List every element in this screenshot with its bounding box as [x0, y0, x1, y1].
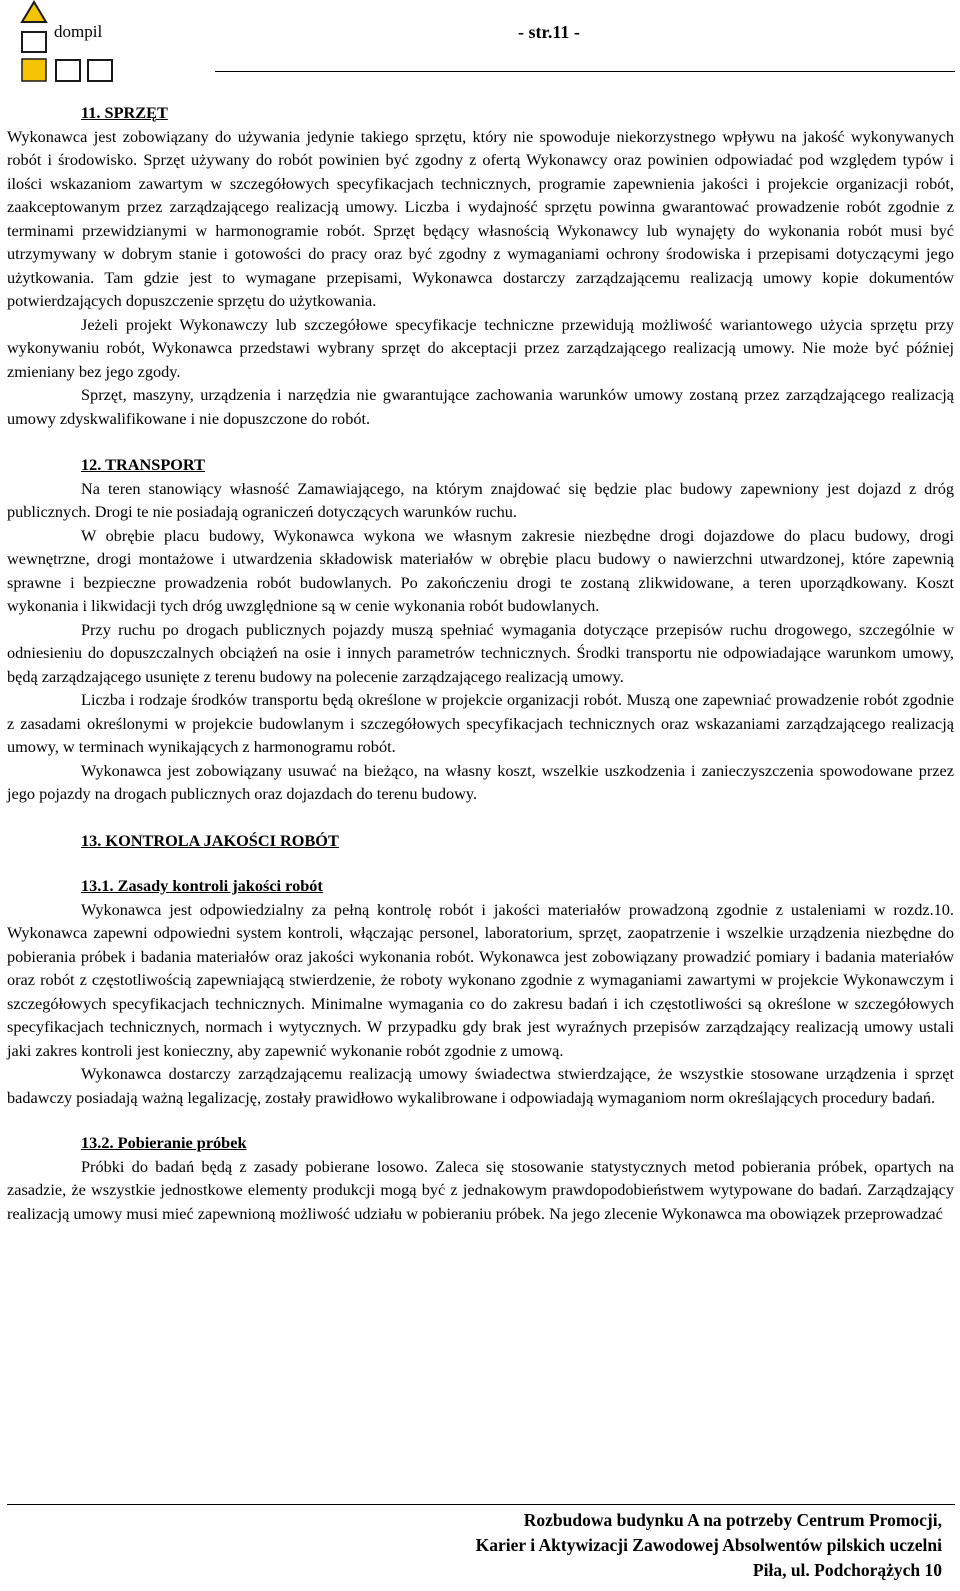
paragraph: Wykonawca jest zobowiązany usuwać na bieżąco, na własny koszt, wszelkie uszkodzenia i zanieczyszczenia spowodowane przez jego pojazdy na drogach publicznych oraz dojazdach do terenu budowy.	[7, 760, 954, 803]
subsection-heading-13-1: 13.1. Zasady kontroli jakości robót	[81, 876, 323, 895]
footer-line: Karier i Aktywizacji Zawodowej Absolwentów pilskich uczelni	[475, 1535, 942, 1555]
footer-line: Rozbudowa budynku A na potrzeby Centrum Promocji,	[523, 1510, 942, 1530]
footer-line: Piła, ul. Podchorążych 10	[752, 1560, 942, 1580]
paragraph: Wykonawca dostarczy zarządzającemu realizacją umowy świadectwa stwierdzające, że wszystkie stosowane urządzenia i sprzęt badawczy posiadają ważną legalizację, zostały prawidłowo wykalibrowane i odpowiadają wymaganiom norm określających procedury badań.	[7, 1064, 954, 1107]
document-body	[7, 101, 954, 1225]
section-heading-12: 12. TRANSPORT	[81, 455, 205, 474]
dompil-logo-icon	[20, 0, 120, 90]
paragraph: Sprzęt, maszyny, urządzenia i narzędzia nie gwarantujące zachowania warunków umowy zostaną przez zarządzającego realizacją umowy zdyskwalifikowane i nie dopuszczone do robót.	[7, 385, 954, 428]
paragraph: W obrębie placu budowy, Wykonawca wykona we własnym zakresie niezbędne drogi dojazdowe do placu budowy, drogi wewnętrzne, drogi montażowe i utwardzenia składowisk materiałów w obrębie placu budowy o nawierzchni utwardzonej, które zapewnią sprawne i bezpieczne prowadzenia robót budowlanych. Po zakończeniu drogi te zostaną zlikwidowane, a teren uporządkowany. Koszt wykonania i likwidacji tych dróg uwzględnione są w cenie wykonania robót budowlanych.	[7, 525, 954, 615]
page-number: - str.11 -	[518, 22, 580, 42]
section-heading-13: 13. KONTROLA JAKOŚCI ROBÓT	[81, 830, 339, 850]
paragraph: Na teren stanowiący własność Zamawiającego, na którym znajdować się będzie plac budowy zapewniony jest dojazd z dróg publicznych. Drogi te nie posiadają ograniczeń dotyczących warunków ruchu.	[7, 478, 954, 521]
paragraph: Liczba i rodzaje środków transportu będą określone w projekcie organizacji robót. Muszą one zapewniać prowadzenie robót zgodnie z zasadami określonymi w projekcie budowlanym i szczegółowych specyfikacjach technicznych oraz wskazaniami zarządzającego realizacją umowy, w terminach wynikających z harmonogramu robót.	[7, 690, 954, 756]
subsection-heading-13-2: 13.2. Pobieranie próbek	[81, 1133, 247, 1152]
header-divider	[215, 71, 955, 72]
section-heading-11: 11. SPRZĘT	[81, 103, 168, 122]
paragraph: Wykonawca jest odpowiedzialny za pełną kontrolę robót i jakości materiałów prowadzoną zgodnie z ustaleniami w rozdz.10. Wykonawca zapewni odpowiedni system kontroli, włączając personel, laboratorium, sprzęt, zaopatrzenie i wszelkie urządzenia niezbędne do pobierania próbek i badania materiałów oraz jakości wykonania robót. Wykonawca jest zobowiązany prowadzić pomiary i badania materiałów oraz robót z częstotliwością zapewniającą stwierdzenie, że roboty wykonano zgodnie z wymaganiami zawartymi w projekcie Wykonawczym i szczegółowych specyfikacjach technicznych. Minimalne wymagania co do zakresu badań i ich częstotliwości są określone w szczegółowych specyfikacjach technicznych, normach i wytycznych. W przypadku gdy brak jest wyraźnych przepisów zarządzający realizacją umowy ustali jaki zakres kontroli jest konieczny, aby zapewnić wykonanie robót zgodnie z umową.	[7, 899, 954, 1060]
page-header	[0, 0, 960, 90]
paragraph: Próbki do badań będą z zasady pobierane losowo. Zaleca się stosowanie statystycznych metod pobierania próbek, opartych na zasadzie, że wszystkie jednostkowe elementy produkcji mogą być z jednakowym prawdopodobieństwem wytypowane do badań. Zarządzający realizacją umowy musi mieć zapewnioną możliwość udziału w pobieraniu próbek. Na jego zlecenie Wykonawca ma obowiązek przeprowadzać	[7, 1156, 954, 1223]
paragraph: Jeżeli projekt Wykonawczy lub szczegółowe specyfikacje techniczne przewidują możliwość wariantowego użycia sprzętu przy wykonywaniu robót, Wykonawca przedstawi wybrany sprzęt do akceptacji przez zarządzającego realizacją umowy. Nie może być później zmieniany bez jego zgody.	[7, 314, 954, 381]
footer-divider	[7, 1504, 955, 1505]
paragraph: Przy ruchu po drogach publicznych pojazdy muszą spełniać wymagania dotyczące przepisów ruchu drogowego, szczególnie w odniesieniu do dopuszczalnych obciążeń na osie i innych parametrów technicznych. Środki transportu nie odpowiadające warunkom umowy, będą zarządzającego usunięte z terenu budowy na polecenie zarządzającego realizacją umowy.	[7, 619, 954, 686]
paragraph: Wykonawca jest zobowiązany do używania jedynie takiego sprzętu, który nie spowoduje niekorzystnego wpływu na jakość wykonywanych robót i środowisko. Sprzęt używany do robót powinien być zgodny z ofertą Wykonawcy oraz powinien odpowiadać pod względem typów i ilości wskazaniom zawartym w szczegółowych specyfikacjach technicznych, programie zapewnienia jakości i projekcie organizacji robót, zaakceptowanym przez zarządzającego realizacją umowy. Liczba i wydajność sprzętu powinna gwarantować prowadzenie robót zgodnie z terminami przewidzianymi w harmonogramie robót. Sprzęt będący własnością Wykonawcy lub wynajęty do wykonania robót musi być utrzymywany w dobrym stanie i gotowości do pracy oraz być zgodny z wymaganiami ochrony środowiska i przepisami dotyczącymi jego użytkowania. Tam gdzie jest to wymagane przepisami, Wykonawca dostarczy zarządzającemu realizacją umowy kopie dokumentów potwierdzających dopuszczenie sprzętu do użytkowania.	[7, 126, 954, 310]
page-footer	[242, 1508, 942, 1583]
logo-text: dompil	[54, 22, 103, 41]
